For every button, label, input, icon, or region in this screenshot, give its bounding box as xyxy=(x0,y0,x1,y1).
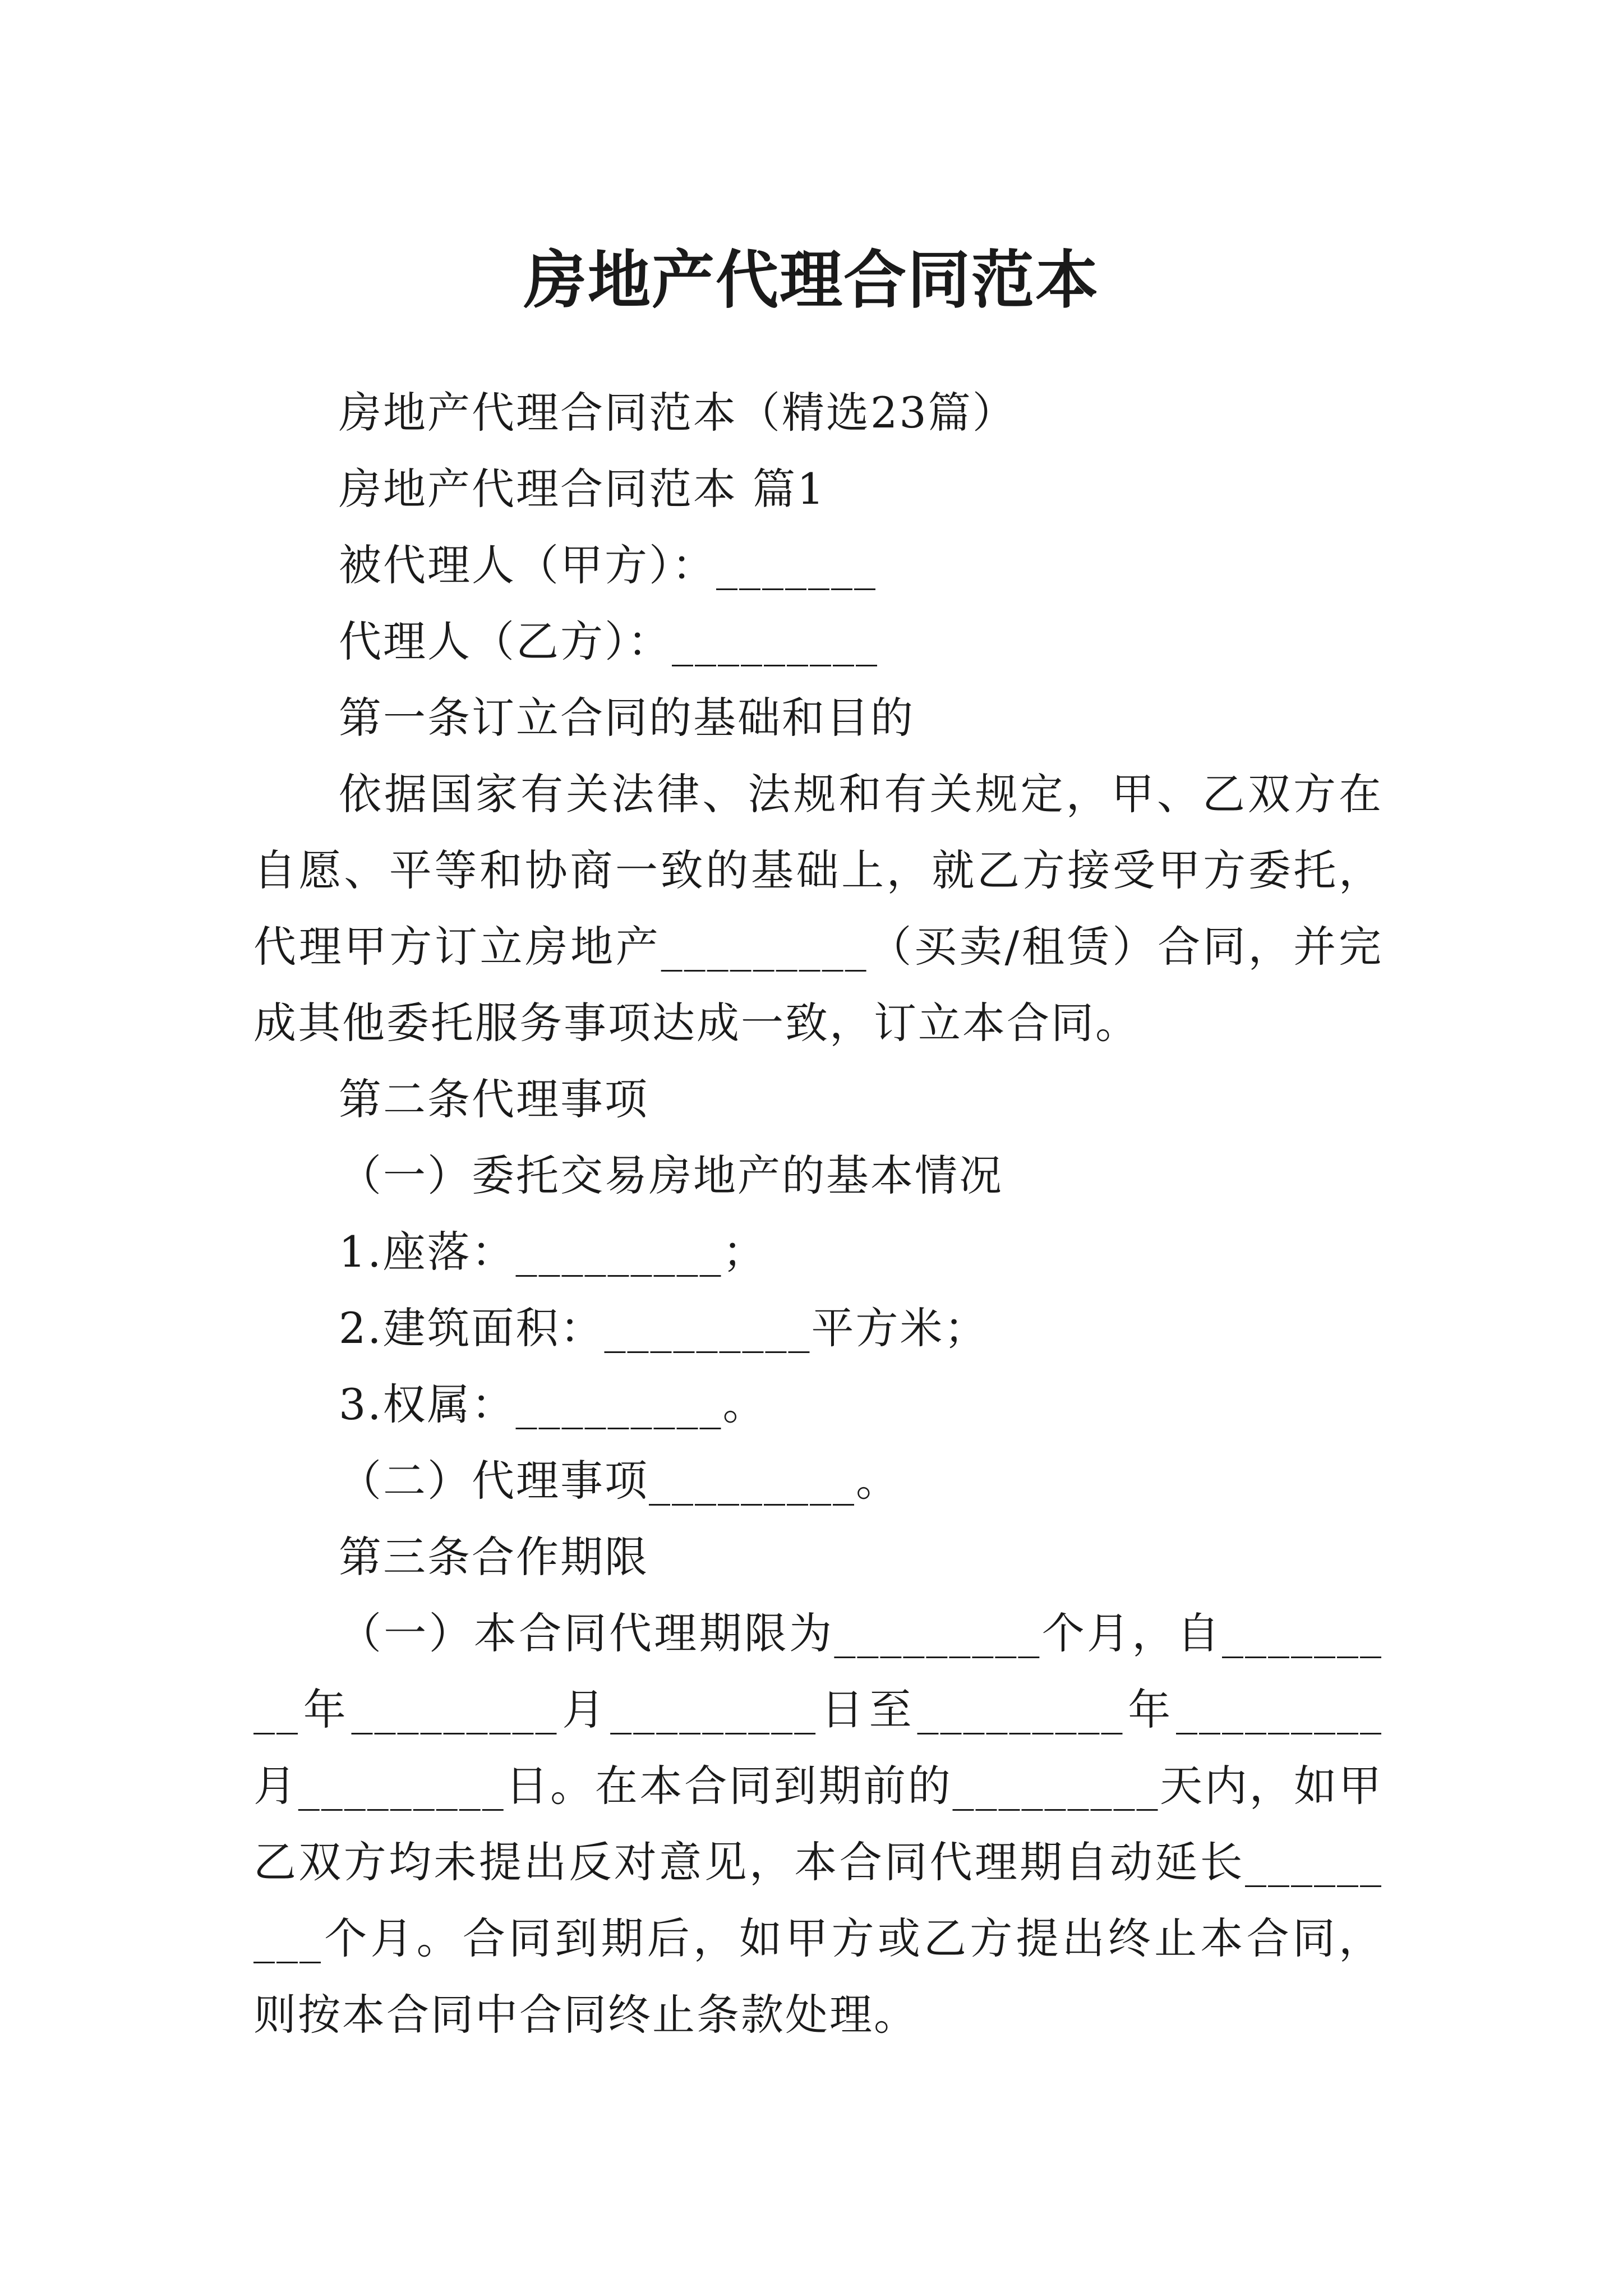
article-2-subheading: （一）委托交易房地产的基本情况 xyxy=(339,1151,1003,1200)
section-heading: 房地产代理合同范本 篇1 xyxy=(339,464,826,514)
article-2-heading: 第二条代理事项 xyxy=(339,1074,649,1124)
article-3-body: （一）本合同代理期限为_________个月，自_________年_________月_________日至_________年_________月_________日。在本合同到期前的_________天内，如甲乙双方均未提出反对意见，本合同代理期自动延长_________个月。合同到期后，如甲方或乙方提出终止本合同，则按本合同中合同终止条款处理。 xyxy=(253,1608,1383,2040)
party-a-line: 被代理人（甲方）：_______ xyxy=(339,540,877,590)
property-ownership-line: 3.权属：_________。 xyxy=(339,1379,767,1429)
article-1-body: 依据国家有关法律、法规和有关规定，甲、乙双方在自愿、平等和协商一致的基础上，就乙方接受甲方委托，代理甲方订立房地产_________（买卖/租赁）合同，并完成其他委托服务事项达成一致，订立本合同。 xyxy=(253,769,1383,1048)
property-location-line: 1.座落：_________； xyxy=(339,1227,767,1277)
article-1-heading: 第一条订立合同的基础和目的 xyxy=(339,693,915,743)
document-subtitle: 房地产代理合同范本（精选23篇） xyxy=(339,388,1017,438)
property-area-line: 2.建筑面积：_________平方米； xyxy=(339,1303,989,1353)
document-title: 房地产代理合同范本 xyxy=(524,243,1099,318)
article-3-heading: 第三条合作期限 xyxy=(339,1532,649,1582)
agency-matters-line: （二）代理事项_________。 xyxy=(339,1456,900,1506)
party-b-line: 代理人（乙方）：_________ xyxy=(339,616,879,666)
document-body xyxy=(253,375,1383,2053)
